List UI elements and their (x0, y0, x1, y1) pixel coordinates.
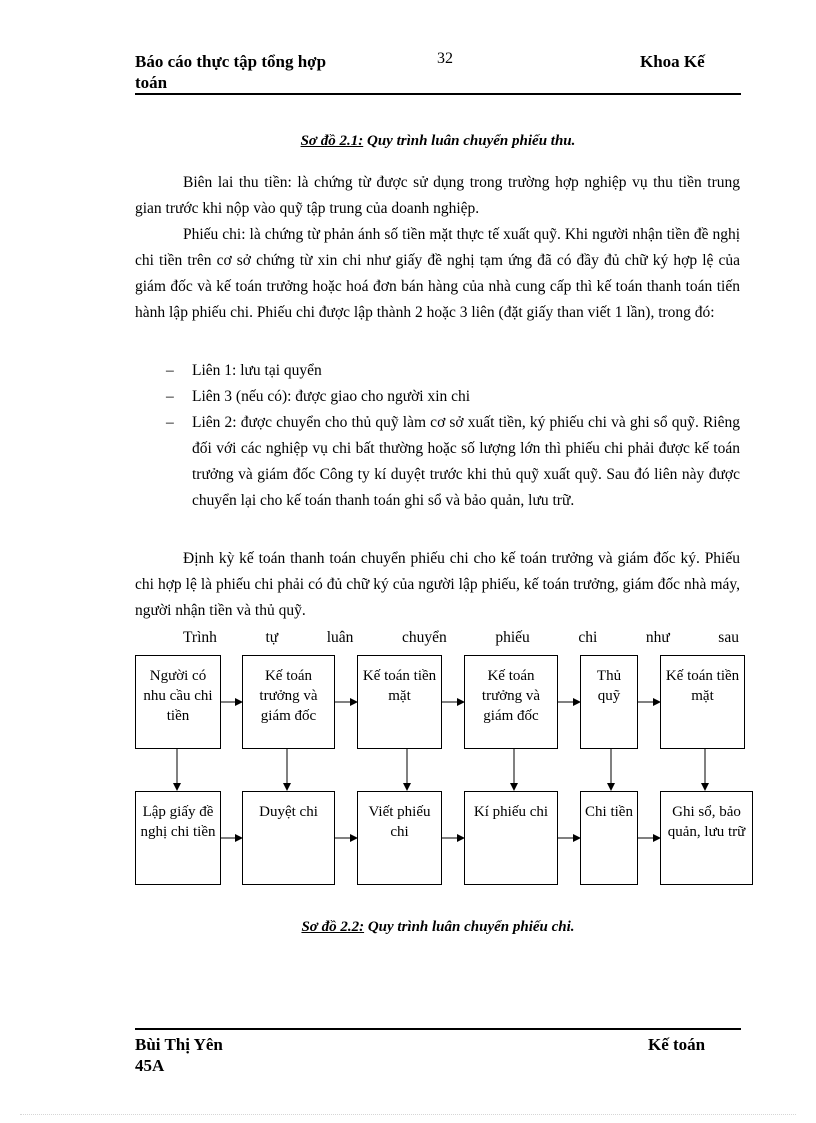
footer-rule (135, 1028, 741, 1030)
caption-figure-2-2 (135, 919, 741, 936)
bullet-text: Liên 2: được chuyển cho thủ quỹ làm cơ sở xuất tiền, ký phiếu chi và ghi sổ quỹ. Riêng đối với các nghiệp vụ chi bất thường hoặc số lượng lớn thì phiếu chi phải được kế toán trưởng và giám đốc Công ty kí duyệt trước khi thủ quỹ xuất quỹ. Sau đó liên này được chuyển lại cho kế toán thanh toán ghi sổ và bảo quản, lưu trữ. (192, 414, 740, 509)
sequence-word: chi (578, 629, 598, 646)
flow-box-lap-giay: Lập giấy đề nghị chi tiền (135, 791, 221, 885)
footer-author-class: 45A (135, 1056, 165, 1075)
header-title-line1: Báo cáo thực tập tổng hợp (135, 52, 327, 71)
header-department: Khoa Kế (640, 52, 705, 71)
flow-box-viet-phieu-chi: Viết phiếu chi (357, 791, 442, 885)
sequence-word: tự (265, 629, 279, 646)
bullet-text: Liên 1: lưu tại quyển (192, 362, 322, 379)
footer-author (135, 1034, 335, 1076)
sequence-word: sau (718, 629, 739, 646)
footer-major: Kế toán (648, 1035, 706, 1054)
flow-box-chi-tien: Chi tiền (580, 791, 638, 885)
flow-box-ke-toan-tien-mat: Kế toán tiền mặt (357, 655, 442, 749)
sequence-word: luân (326, 629, 354, 646)
sequence-word: chuyển (402, 629, 447, 646)
bullet-dash: – (166, 362, 174, 379)
paragraph-phieu-chi: Phiếu chi: là chứng từ phản ánh số tiền mặt thực tế xuất quỹ. Khi người nhận tiền đề nghị chi tiền trên cơ sở chứng từ xin chi như giấy đề nghị tạm ứng đã có đầy đủ chữ ký hợp lệ của giám đốc và kế toán trưởng hoặc hoá đơn bán hàng của nhà cung cấp thì kế toán thanh toán tiến hành lập phiếu chi. Phiếu chi được lập thành 2 hoặc 3 liên (đặt giấy than viết 1 lần), trong đó: (135, 226, 740, 321)
caption-label: Sơ đồ 2.1: (300, 133, 364, 149)
flow-box-nguoi-co-nhu-cau: Người có nhu cầu chi tiền (135, 655, 221, 749)
page-edge-dots (20, 1114, 796, 1115)
flow-box-ki-phieu-chi: Kí phiếu chi (464, 791, 558, 885)
page-number: 32 (437, 50, 453, 67)
paragraph-dinh-ky: Định kỳ kế toán thanh toán chuyển phiếu chi cho kế toán trưởng và giám đốc ký. Phiếu chi hợp lệ là phiếu chi phải có đủ chữ ký của người lập phiếu, kế toán trưởng, giám đốc nhà máy, người nhận tiền và thủ quỹ. (135, 550, 740, 619)
bullet-dash: – (166, 388, 174, 405)
caption-label: Sơ đồ 2.2: (301, 919, 365, 935)
sequence-word: Trình (183, 629, 217, 646)
header-title-line2: toán (135, 73, 168, 92)
bullet-dash: – (166, 414, 174, 431)
caption-text: Quy trình luân chuyển phiếu chi. (364, 919, 575, 935)
flow-box-ke-toan-truong-giam-doc-2: Kế toán trưởng và giám đốc (464, 655, 558, 749)
flow-box-thu-quy: Thủ quỹ (580, 655, 638, 749)
flow-box-ghi-so: Ghi sổ, bảo quản, lưu trữ (660, 791, 753, 885)
footer-author-name: Bùi Thị Yên (135, 1035, 223, 1054)
flow-box-duyet-chi: Duyệt chi (242, 791, 335, 885)
flow-box-ke-toan-truong-giam-doc: Kế toán trưởng và giám đốc (242, 655, 335, 749)
bullet-text: Liên 3 (nếu có): được giao cho người xin chi (192, 388, 471, 405)
sequence-word: như (645, 629, 670, 646)
flow-box-ke-toan-tien-mat-2: Kế toán tiền mặt (660, 655, 745, 749)
caption-text: Quy trình luân chuyển phiếu thu. (363, 133, 576, 149)
paragraph-bien-lai: Biên lai thu tiền: là chứng từ được sử dụng trong trường hợp nghiệp vụ thu tiền trung gian trước khi nộp vào quỹ tập trung của doanh nghiệp. (135, 174, 740, 217)
sequence-word: phiếu (495, 629, 530, 646)
